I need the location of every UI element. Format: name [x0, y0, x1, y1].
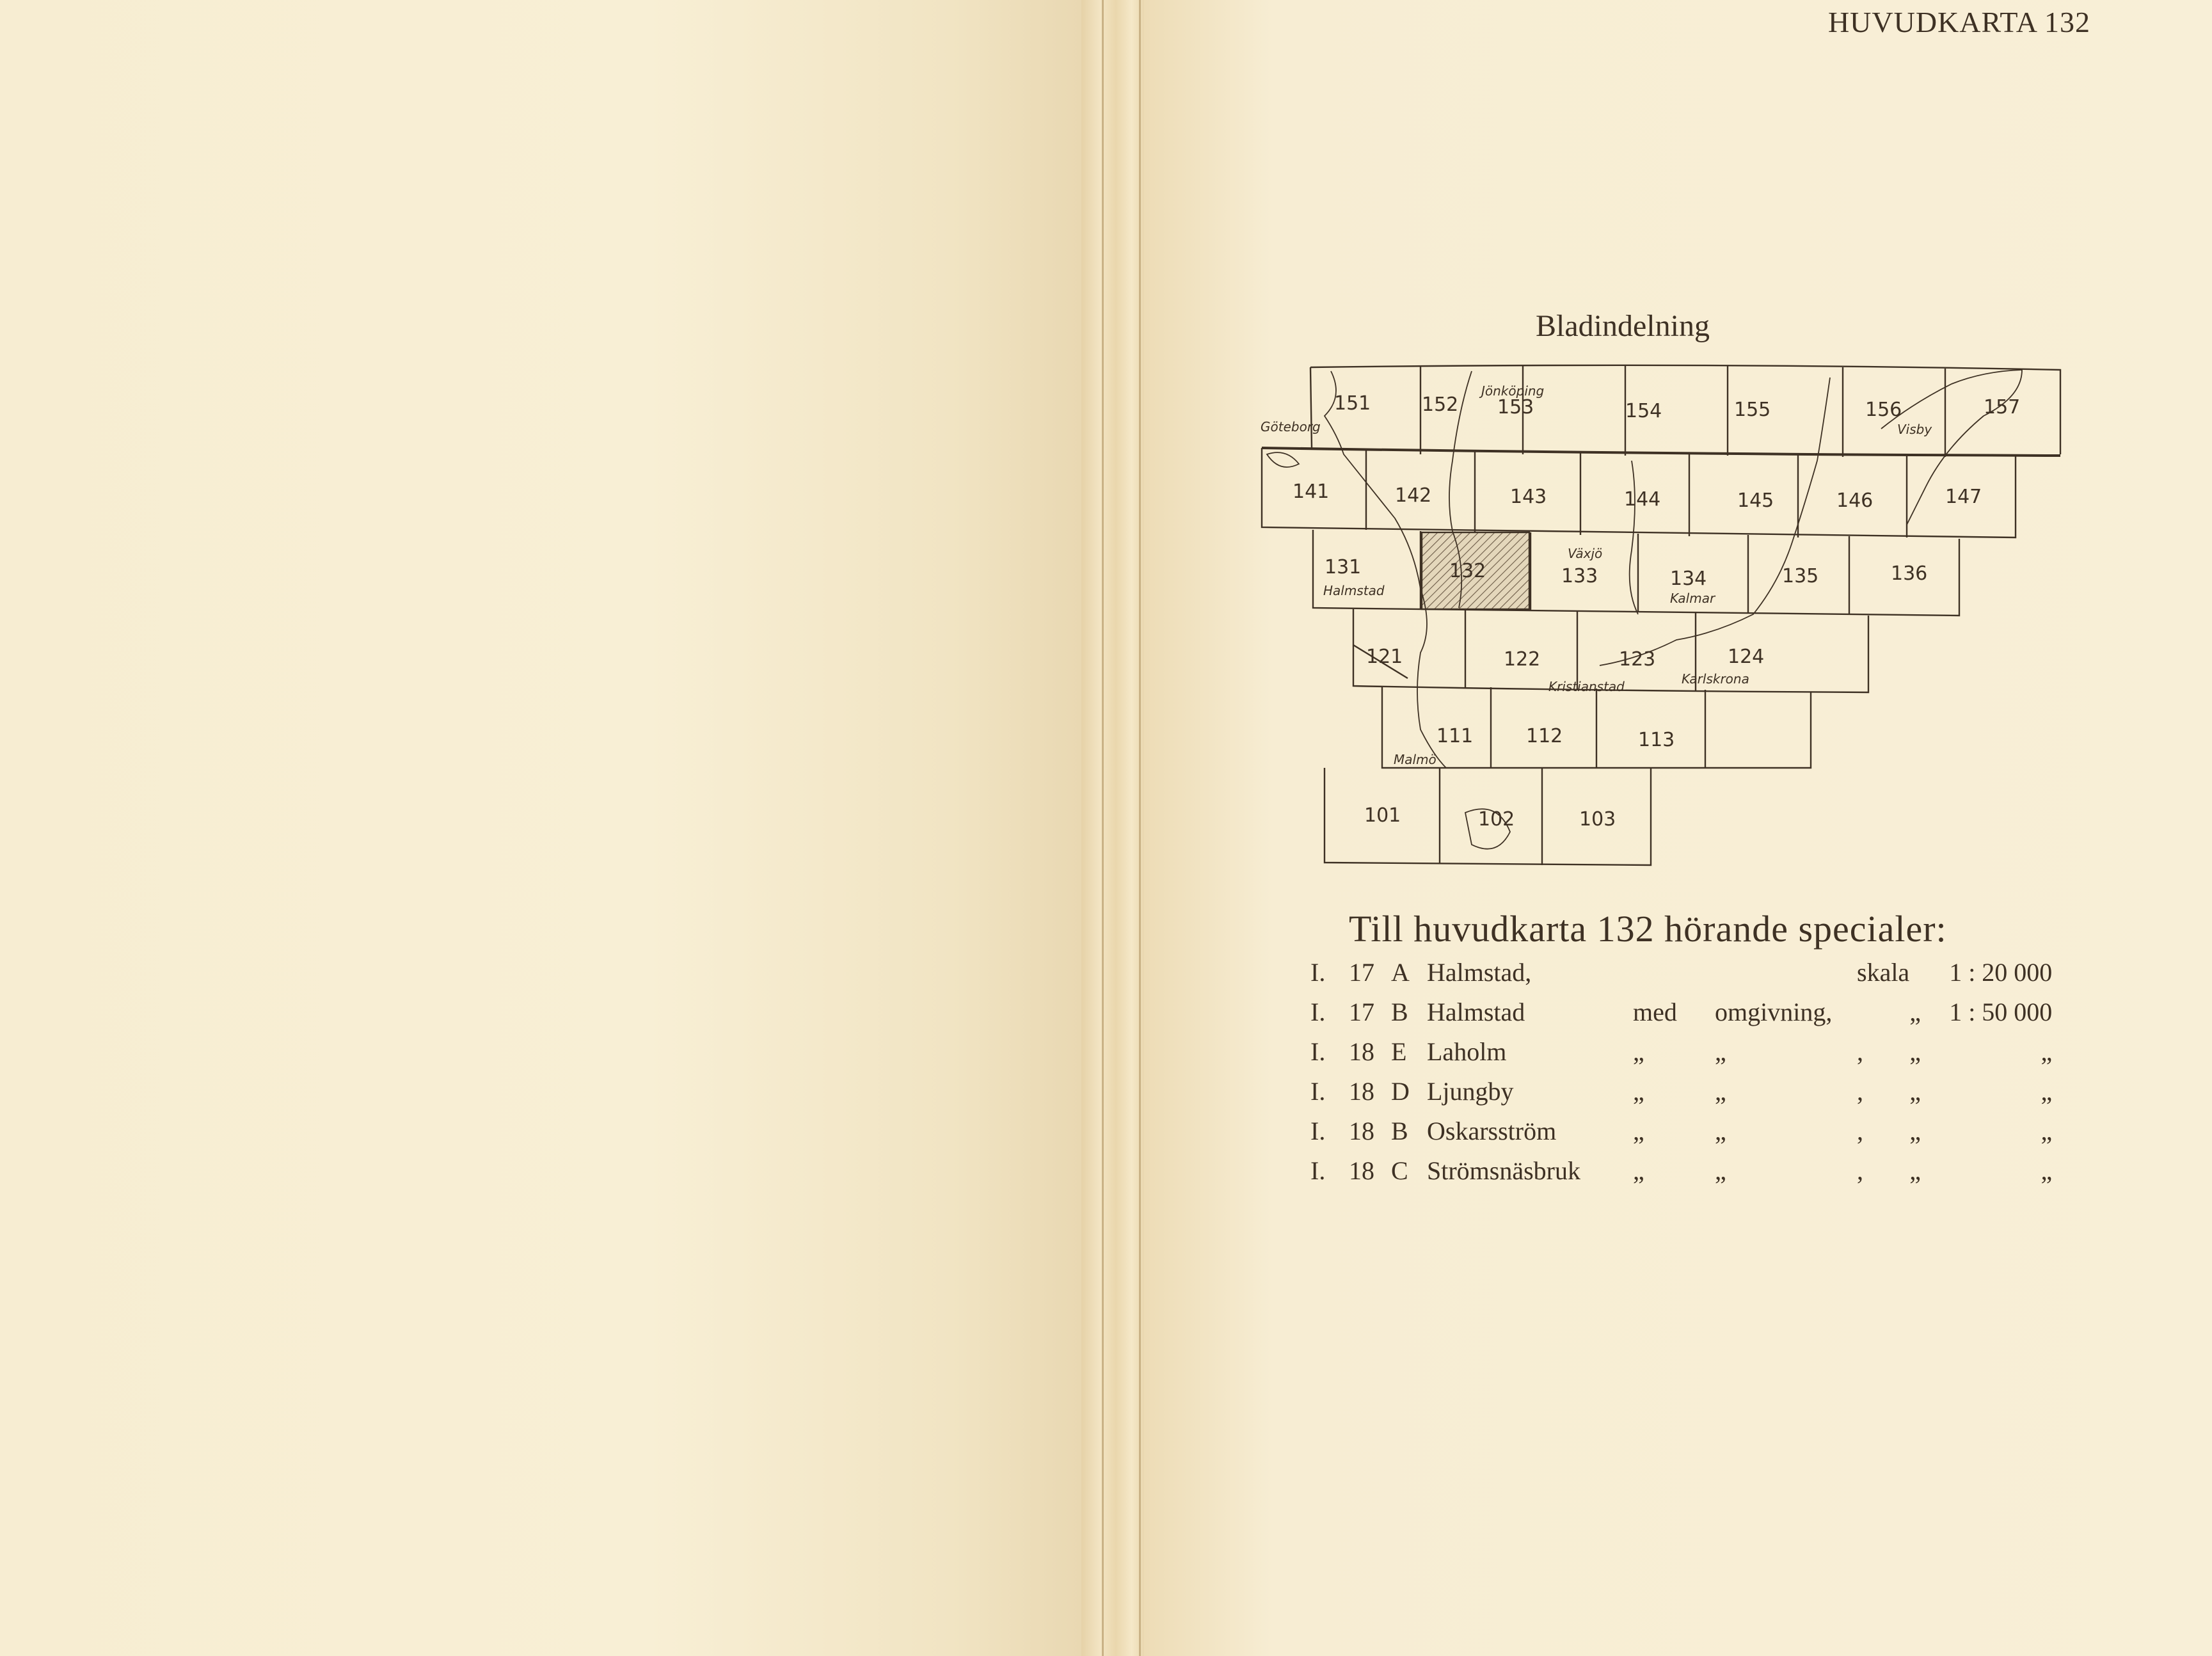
text-cell [1909, 952, 1949, 992]
place-label-jonkoping: Jönköping [1481, 383, 1545, 399]
spine-crease [1102, 0, 1104, 1656]
sheet-label-141: 141 [1293, 481, 1330, 503]
page-header: HUVUDKARTA 132 [1827, 6, 2090, 38]
sheet-label-122: 122 [1504, 648, 1541, 671]
text-cell [1857, 992, 1909, 1031]
letter-cell: B [1391, 1116, 1408, 1145]
text-cell: „ [1909, 1156, 1921, 1185]
text-cell: „ [1633, 1037, 1644, 1066]
specials-row [1310, 1150, 2052, 1190]
index-map-title: Bladindelning [1536, 309, 1710, 343]
sheet-label-103: 103 [1579, 808, 1616, 831]
name-cell: Strömsnäsbruk [1427, 1156, 1580, 1185]
sheet-label-121: 121 [1366, 646, 1403, 668]
letter-cell: C [1391, 1156, 1408, 1185]
sheet-label-111: 111 [1436, 725, 1474, 747]
sheet-label-134: 134 [1670, 568, 1707, 590]
name-cell: Laholm [1427, 1037, 1507, 1066]
sheet-grid [1262, 365, 2060, 865]
spine-crease [1139, 0, 1141, 1656]
sheet-label-133: 133 [1561, 565, 1598, 587]
scale-cell: „ [2041, 1116, 2053, 1145]
text-cell: , [1857, 1116, 1863, 1145]
number-cell: 18 [1349, 1037, 1374, 1066]
sheet-label-144: 144 [1624, 488, 1661, 511]
text-cell: „ [1633, 1076, 1644, 1106]
letter-cell: B [1391, 997, 1408, 1026]
scale-cell: „ [2041, 1037, 2053, 1066]
place-label-kalmar: Kalmar [1670, 591, 1715, 606]
scale-cell: „ [2041, 1076, 2053, 1106]
letter-cell: A [1391, 957, 1410, 987]
island-shape [1267, 452, 1299, 467]
sheet-label-142: 142 [1395, 484, 1432, 507]
text-cell: , [1857, 1037, 1863, 1066]
left-blank-page [0, 0, 1081, 1656]
number-cell: 17 [1349, 957, 1374, 987]
sheet-label-153: 153 [1497, 396, 1534, 418]
sheet-label-157: 157 [1984, 396, 2021, 418]
text-cell: med [1633, 997, 1677, 1026]
text-cell [1715, 952, 1857, 992]
inland-river [1630, 461, 1638, 614]
text-cell: „ [1909, 1116, 1921, 1145]
sheet-label-124: 124 [1728, 646, 1765, 668]
text-cell: , [1857, 1076, 1863, 1106]
place-label-karlskrona: Karlskrona [1682, 671, 1749, 687]
sheet-index-map [1229, 358, 2073, 870]
sheet-label-151: 151 [1334, 392, 1371, 415]
place-label-vaxjo: Växjö [1568, 546, 1603, 561]
sheet-label-154: 154 [1625, 400, 1662, 422]
text-cell: „ [1715, 1156, 1726, 1185]
sheet-label-147: 147 [1945, 486, 1982, 508]
sheet-label-145: 145 [1737, 490, 1774, 512]
row-11-dividers [1491, 687, 1705, 768]
place-label-halmstad: Halmstad [1323, 583, 1385, 598]
scale-cell: 1 : 50 000 [1949, 997, 2053, 1026]
letter-cell: D [1391, 1076, 1410, 1106]
sheet-label-146: 146 [1836, 490, 1874, 512]
series-cell: I. [1310, 1037, 1326, 1066]
text-cell: „ [1909, 1076, 1921, 1106]
sheet-label-155: 155 [1734, 399, 1771, 421]
number-cell: 18 [1349, 1156, 1374, 1185]
series-cell: I. [1310, 1156, 1326, 1185]
sheet-label-113: 113 [1638, 729, 1675, 751]
sheet-label-143: 143 [1510, 486, 1547, 508]
place-label-kristianstad: Kristianstad [1548, 679, 1625, 694]
text-cell: „ [1633, 1156, 1644, 1185]
scale-cell: „ [2041, 1156, 2053, 1185]
sheet-label-152: 152 [1422, 394, 1459, 416]
text-cell: , [1857, 1156, 1863, 1185]
specials-row [1310, 1071, 2052, 1111]
sheet-label-112: 112 [1526, 725, 1563, 747]
scale-cell: 1 : 20 000 [1949, 957, 2053, 987]
sheet-label-132: 132 [1449, 560, 1486, 582]
specials-row [1310, 1031, 2052, 1071]
row-15-outline [1310, 367, 1312, 448]
name-cell: Ljungby [1427, 1076, 1514, 1106]
name-cell: Halmstad [1427, 997, 1525, 1026]
name-cell: Oskarsström [1427, 1116, 1557, 1145]
text-cell: omgivning, [1715, 997, 1833, 1026]
text-cell: „ [1633, 1116, 1644, 1145]
book-spine [1081, 0, 1144, 1656]
text-cell: „ [1715, 1076, 1726, 1106]
place-label-visby: Visby [1897, 422, 1932, 437]
place-label-goteborg: Göteborg [1261, 419, 1321, 434]
series-cell: I. [1310, 1076, 1326, 1106]
row-14-top-border [1262, 448, 2060, 456]
specials-row [1310, 992, 2052, 1031]
series-cell: I. [1310, 997, 1326, 1026]
number-cell: 17 [1349, 997, 1374, 1026]
letter-cell: E [1391, 1037, 1407, 1066]
row-13-outline [1313, 530, 1959, 616]
sheet-label-101: 101 [1364, 804, 1401, 827]
specials-row [1310, 1111, 2052, 1150]
text-cell: „ [1909, 997, 1921, 1026]
specials-table [1310, 952, 2052, 1190]
number-cell: 18 [1349, 1076, 1374, 1106]
specials-list-title: Till huvudkarta 132 hörande specialer: [1349, 908, 1947, 950]
place-label-malmo: Malmö [1394, 752, 1436, 767]
sheet-label-136: 136 [1891, 562, 1928, 585]
sheet-label-123: 123 [1619, 648, 1656, 671]
text-cell: „ [1909, 1037, 1921, 1066]
text-cell: „ [1715, 1037, 1726, 1066]
series-cell: I. [1310, 1116, 1326, 1145]
sheet-label-156: 156 [1865, 399, 1902, 421]
text-cell: skala [1857, 957, 1910, 987]
name-cell: Halmstad, [1427, 957, 1532, 987]
number-cell: 18 [1349, 1116, 1374, 1145]
text-cell [1633, 952, 1715, 992]
sheet-label-135: 135 [1782, 565, 1819, 587]
text-cell: „ [1715, 1116, 1726, 1145]
series-cell: I. [1310, 957, 1326, 987]
sheet-label-102: 102 [1478, 808, 1515, 831]
sheet-label-131: 131 [1325, 556, 1362, 578]
specials-row [1310, 952, 2052, 992]
